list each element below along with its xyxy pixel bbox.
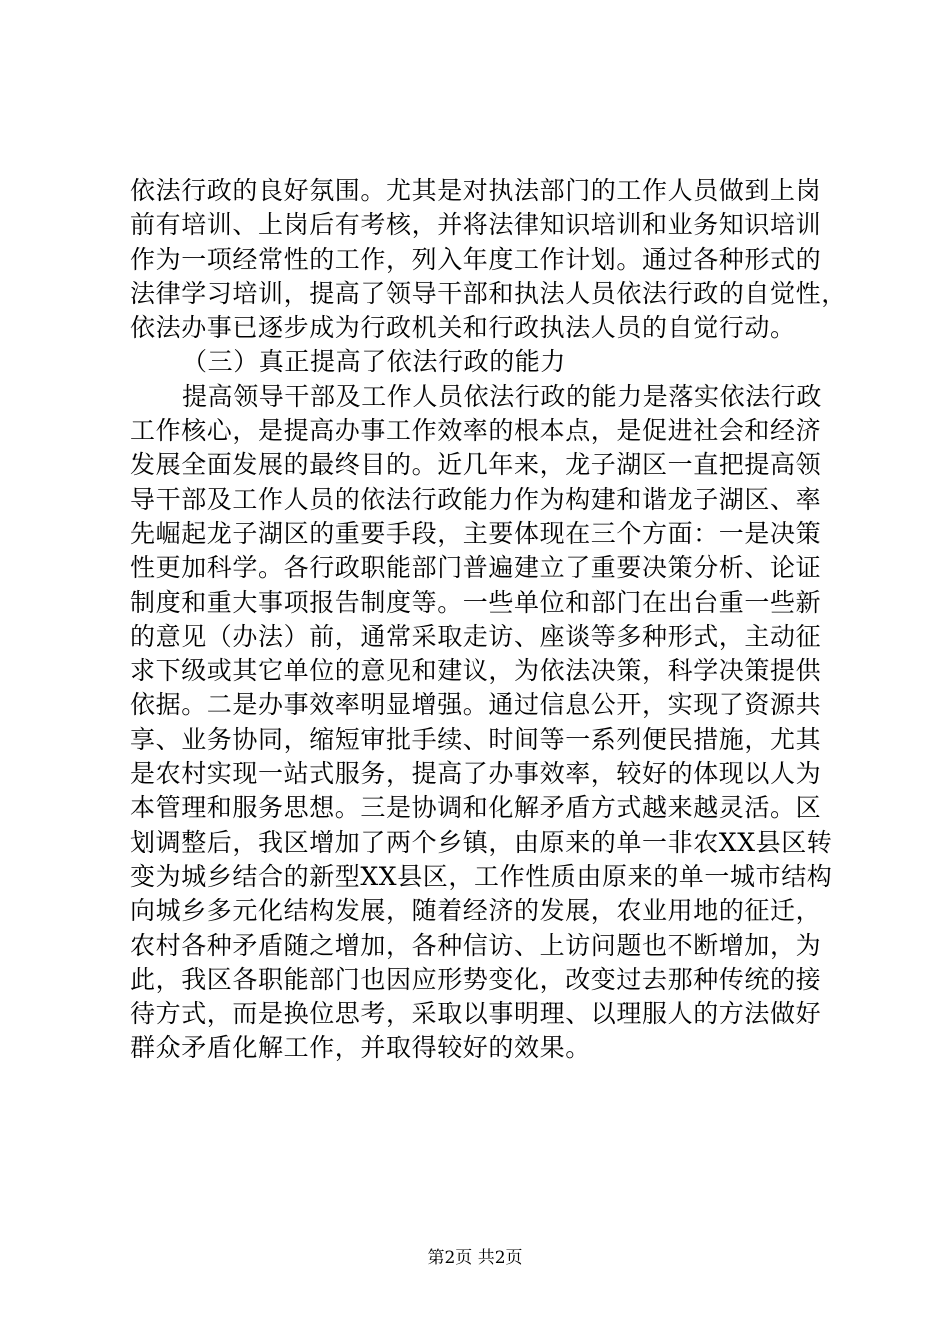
text-line: 法律学习培训，提高了领导干部和执法人员依法行政的自觉性， [130, 278, 847, 308]
text-line: 先崛起龙子湖区的重要手段，主要体现在三个方面：一是决策 [130, 518, 822, 548]
text-line: 待方式，而是换位思考，采取以事明理、以理服人的方法做好 [130, 999, 822, 1029]
text-line: 制度和重大事项报告制度等。一些单位和部门在出台重一些新 [130, 587, 822, 617]
text-line: 性更加科学。各行政职能部门普遍建立了重要决策分析、论证 [130, 553, 822, 583]
text-line: 求下级或其它单位的意见和建议，为依法决策，科学决策提供 [130, 656, 822, 686]
text-line: 的意见（办法）前，通常采取走访、座谈等多种形式，主动征 [130, 621, 822, 651]
text-line: 依法行政的良好氛围。尤其是对执法部门的工作人员做到上岗 [130, 176, 822, 205]
text-line: 农村各种矛盾随之增加，各种信访、上访问题也不断增加，为 [130, 930, 822, 960]
text-line: 是农村实现一站式服务，提高了办事效率，较好的体现以人为 [130, 759, 822, 789]
text-line: 变为城乡结合的新型XX县区，工作性质由原来的单一城市结构 [130, 861, 833, 891]
text-line: 发展全面发展的最终目的。近几年来，龙子湖区一直把提高领 [130, 450, 822, 480]
page-number-footer: 第2页 共2页 [427, 1248, 523, 1268]
text-line: 划调整后，我区增加了两个乡镇，由原来的单一非农XX县区转 [130, 827, 833, 857]
document-body [130, 174, 847, 1066]
text-line: 向城乡多元化结构发展，随着经济的发展，农业用地的征迁， [130, 896, 822, 926]
text-line: 依据。二是办事效率明显增强。通过信息公开，实现了资源共 [130, 690, 822, 720]
text-line: 群众矛盾化解工作，并取得较好的效果。 [130, 1033, 591, 1063]
text-line: 前有培训、上岗后有考核，并将法律知识培训和业务知识培训 [130, 210, 822, 240]
section-heading: （三）真正提高了依法行政的能力 [182, 347, 567, 377]
text-line: 导干部及工作人员的依法行政能力作为构建和谐龙子湖区、率 [130, 484, 822, 514]
text-line: 工作核心，是提高办事工作效率的根本点，是促进社会和经济 [130, 416, 822, 446]
text-line: 依法办事已逐步成为行政机关和行政执法人员的自觉行动。 [130, 313, 796, 343]
text-line: 提高领导干部及工作人员依法行政的能力是落实依法行政 [182, 381, 823, 411]
text-line: 本管理和服务思想。三是协调和化解矛盾方式越来越灵活。区 [130, 793, 822, 823]
text-line: 享、业务协同，缩短审批手续、时间等一系列便民措施，尤其 [130, 724, 822, 754]
text-line: 此，我区各职能部门也因应形势变化，改变过去那种传统的接 [130, 964, 822, 994]
text-line: 作为一项经常性的工作，列入年度工作计划。通过各种形式的 [130, 244, 822, 274]
